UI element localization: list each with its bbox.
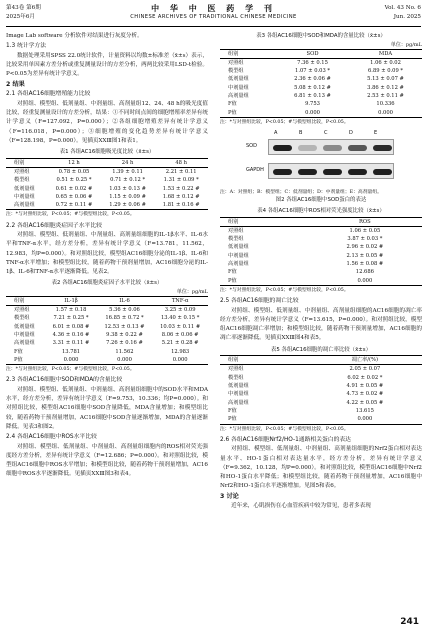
table-1-caption: 表1 各组AC16细胞吸光度比较（x̄±s） bbox=[59, 149, 155, 156]
table-cell: 1.53 ± 0.22 # bbox=[162, 185, 200, 192]
table-cell: 中剂量组 bbox=[228, 252, 249, 259]
table-row bbox=[6, 193, 208, 201]
blot-row-label-gapdh: GAPDH bbox=[246, 167, 264, 174]
table-cell: 3.86 ± 0.12 # bbox=[367, 84, 404, 91]
table-cell: 3.31 ± 0.11 # bbox=[52, 340, 90, 347]
table-cell: 高剂量组 bbox=[14, 202, 35, 209]
table-cell: 0.78 ± 0.05 bbox=[58, 168, 90, 175]
table-2-header: 组别 bbox=[14, 297, 25, 304]
table-row bbox=[6, 331, 208, 339]
section-2-4-paragraph: 对照组、模型组、低剂量组、中剂量组、高剂量组细胞内的ROS相对荧光强度经方差分析，差异有统计学意义（F=12.686；P=0.000）。和对照组比较，模型组AC16细胞中ROS水平增加；和模型组比较，随着药物干预剂量增加，AC16细胞中ROS水平逐渐降低。见插页ⅩⅩⅢ图3和表4。 bbox=[6, 443, 208, 478]
volume-issue-en: Vol. 43 No. 6 bbox=[384, 5, 421, 11]
table-cell: 0.000 bbox=[378, 109, 393, 116]
gapdh-band bbox=[373, 169, 392, 175]
table-cell: 7.36 ± 0.15 bbox=[297, 59, 328, 66]
table-5-header: 凋亡率/(%) bbox=[351, 357, 379, 364]
table-cell: 10.336 bbox=[376, 101, 395, 108]
section-1-3-heading: 1.3 统计学方法 bbox=[6, 43, 47, 50]
table-cell: 对照组 bbox=[14, 307, 30, 314]
table-row bbox=[6, 339, 208, 347]
table-row bbox=[220, 374, 422, 382]
table-cell: 1.39 ± 0.11 bbox=[112, 168, 143, 175]
table-row bbox=[220, 67, 422, 75]
table-row bbox=[6, 356, 208, 365]
table-cell: 0.61 ± 0.02 # bbox=[55, 185, 93, 192]
section-2-2-heading: 2.2 各组AC16细胞炎症因子水平比较 bbox=[6, 222, 102, 229]
sod-band bbox=[348, 145, 367, 151]
sod-band bbox=[323, 145, 342, 151]
table-cell: 中剂量组 bbox=[14, 331, 35, 338]
table-row bbox=[6, 201, 208, 210]
table-cell: 0.000 bbox=[172, 356, 188, 363]
journal-title-cn: 中 华 中 医 药 学 刊 bbox=[151, 3, 276, 13]
table-row bbox=[220, 100, 422, 108]
section-2-6-paragraph: 对照组、模型组、低剂量组、中剂量组、高剂量组细胞的Nrf2蛋白相对表达量水平、HO-1蛋白相对表达量水平，经方差分析，差异有统计学意义（F=9.362，10.128，均P=0.000）。和对照组比较，模型组AC16细胞中Nrf2和HO-1蛋白水平降低；和模型组比较，随着药物干预剂量增加，AC16细胞中Nrf2和HO-1蛋白水平逐渐增加。见图5和表6。 bbox=[220, 446, 422, 490]
table-cell: F值 bbox=[228, 269, 237, 276]
table-5-note: 注：*与对照组比较，P<0.05；#与模型组比较，P<0.05。 bbox=[220, 426, 349, 432]
table-cell: 6.02 ± 0.02 * bbox=[347, 374, 383, 381]
table-cell: 9.753 bbox=[305, 101, 320, 108]
section-2-5-heading: 2.5 各组AC16细胞的凋亡比较 bbox=[220, 298, 299, 305]
table-cell: 1.57 ± 0.18 bbox=[55, 307, 87, 314]
table-4-header: 组别 bbox=[228, 218, 239, 225]
table-1 bbox=[6, 158, 208, 211]
table-row bbox=[6, 306, 208, 315]
section-2-1-heading: 2.1 各组AC16细胞增殖能力比较 bbox=[6, 91, 91, 98]
table-5-header: 组别 bbox=[228, 357, 239, 364]
table-cell: 低剂量组 bbox=[228, 244, 249, 251]
table-cell: 2.21 ± 0.11 bbox=[165, 168, 197, 175]
table-1-header: 24 h bbox=[121, 159, 134, 166]
figure-2-caption: 图2 各组AC16细胞中SOD蛋白的表达 bbox=[275, 197, 367, 204]
table-cell: 5.21 ± 0.28 # bbox=[161, 340, 199, 347]
header-right bbox=[385, 4, 421, 22]
table-4-header: ROS bbox=[359, 218, 371, 225]
table-row bbox=[6, 185, 208, 193]
table-cell: F值 bbox=[228, 407, 237, 414]
table-2-header: TNF-α bbox=[171, 297, 189, 304]
table-cell: 1.07 ± 0.03 * bbox=[295, 68, 331, 75]
section-2-2-paragraph: 对照组、模型组、低剂量组、中剂量组、高剂量组细胞的IL-1β水平、IL-6水平和TNF-α水平，经方差分析，差异有统计学意义（F=13.781，11.562，12.983，均P=0.000）。和对照组比较，模型组AC16细胞分泌的IL-1β、IL-6和TNF-α水平增加；和模型组比较，随着药物干预剂量增加，AC16细胞分泌的IL-1β、IL-6和TNF-α水平逐渐降低。见表2。 bbox=[6, 232, 208, 275]
date-en: Jun. 2025 bbox=[393, 14, 421, 20]
table-1-header: 48 h bbox=[175, 159, 187, 166]
table-cell: P值 bbox=[228, 277, 237, 284]
table-cell: 2.53 ± 0.11 # bbox=[367, 93, 404, 100]
table-cell: 5.13 ± 0.07 # bbox=[367, 76, 404, 83]
table-cell: 1.56 ± 0.08 # bbox=[346, 261, 384, 268]
table-4 bbox=[220, 217, 422, 286]
table-row bbox=[6, 167, 208, 176]
section-2-5-paragraph: 对照组、模型组、低剂量组、中剂量组、高剂量组细胞的AC16细胞的凋亡率经方差分析，差异有统计学意义（F=13.615，P=0.000）。和对照组比较，模型组AC16细胞凋亡率增加；和模型组比较，随着药物干预剂量增加，AC16细胞的凋亡率逐渐降低。见插页ⅩⅩⅢ图4和表5。 bbox=[220, 307, 422, 342]
date-cn: 2025年6月 bbox=[6, 14, 35, 20]
volume-issue-cn: 第43卷 第6期 bbox=[6, 5, 41, 11]
table-cell: 6.81 ± 0.13 # bbox=[294, 93, 331, 100]
section-2-1-paragraph: 对照组、模型组、低剂量组、中剂量组、高剂量组12、24、48 h的吸光度值比较，经重复测量设计的方差分析，结果：①不同时间点间的细胞增殖率差异有统计学意义（F=127.092，P=0.000）；②各组细胞增殖差异有统计学意义（F=116.018，P=0.000）；③细胞增殖的变化趋势差异有统计学意义（F=128.198，P=0.000）。见插页ⅩⅩⅢ图1和表1。 bbox=[6, 101, 208, 144]
table-row bbox=[220, 235, 422, 243]
figure-2-note: 注：A：对照组；B：模型组；C：低剂量组；D：中剂量组；E：高剂量组。 bbox=[220, 190, 382, 196]
table-5 bbox=[220, 355, 422, 424]
table-row bbox=[220, 268, 422, 276]
discussion-paragraph: 近年来，心肌损伤在心血管疾病中较为常见，患者多表现 bbox=[231, 503, 371, 510]
table-cell: 10.03 ± 0.11 # bbox=[160, 323, 201, 330]
section-2-3-paragraph: 对照组、模型组、低剂量组、中剂量组、高剂量组细胞中的SOD水平和MDA水平，经方差分析，差异有统计学意义（F=9.753，10.336；均P=0.000）。和对照组比较，模型组AC16细胞中SOD含量降低，MDA含量增加；和模型组比较，随着药物干预剂量增加，AC16细胞中SOD含量逐渐增加，MDA的含量逐渐降低。见表3和图2。 bbox=[6, 386, 208, 430]
table-cell: 对照组 bbox=[14, 168, 30, 175]
table-row bbox=[220, 407, 422, 415]
table-cell: 13.40 ± 0.15 * bbox=[161, 315, 200, 322]
table-cell: F值 bbox=[228, 101, 237, 108]
table-2 bbox=[6, 296, 208, 365]
table-cell: 11.562 bbox=[115, 348, 134, 355]
table-cell: 模型组 bbox=[14, 315, 30, 322]
table-cell: 2.05 ± 0.07 bbox=[349, 366, 381, 373]
table-4-caption: 表4 各组AC16细胞中ROS相对荧光强度比较（x̄±s） bbox=[257, 207, 385, 214]
lane-label: B bbox=[299, 130, 303, 137]
table-3-note: 注：*与对照组比较，P<0.05；#与模型组比较，P<0.05。 bbox=[220, 119, 349, 125]
table-4-note: 注：*与对照组比较，P<0.05；#与模型组比较，P<0.05。 bbox=[220, 287, 349, 293]
table-2-unit: 单位：pg/mL bbox=[176, 288, 208, 295]
lane-label: E bbox=[374, 130, 378, 137]
table-cell: 0.000 bbox=[117, 356, 132, 363]
western-blot-figure bbox=[246, 129, 396, 187]
table-cell: 0.65 ± 0.06 # bbox=[55, 193, 93, 200]
table-3-caption: 表3 各组AC16细胞中SOD和MDA的含量比较（x̄±s） bbox=[256, 33, 386, 39]
section-2-4-heading: 2.4 各组AC16细胞中ROS水平比较 bbox=[6, 433, 97, 440]
table-cell: 低剂量组 bbox=[228, 76, 249, 83]
table-cell: F值 bbox=[14, 348, 23, 355]
table-row bbox=[220, 84, 422, 92]
table-cell: P值 bbox=[14, 356, 23, 363]
right-column bbox=[220, 32, 422, 513]
table-3-unit: 单位：pg/mL bbox=[390, 41, 422, 48]
section-1-3-paragraph: 数据处理采用SPSS 22.0统计软件，计量资料以均数±标准差（x̄±s）表示，比较采用单因素方差分析或重复测量设计的方差分析，两两比较采用LSD-t检验。P<0.05为差异有统计学意义。 bbox=[6, 52, 208, 78]
table-cell: 中剂量组 bbox=[228, 391, 249, 398]
table-cell: 模型组 bbox=[228, 68, 244, 75]
table-cell: 9.38 ± 0.22 # bbox=[106, 331, 143, 338]
table-3 bbox=[220, 49, 422, 118]
table-cell: 1.06 ± 0.05 bbox=[349, 227, 381, 234]
table-row bbox=[220, 252, 422, 260]
table-cell: P值 bbox=[228, 416, 237, 423]
running-header bbox=[6, 3, 421, 27]
table-cell: 1.03 ± 0.13 # bbox=[109, 185, 146, 192]
left-column bbox=[6, 32, 208, 480]
table-cell: 1.81 ± 0.16 # bbox=[162, 202, 200, 209]
table-row bbox=[220, 109, 422, 118]
gapdh-band bbox=[298, 169, 317, 175]
table-cell: 12.53 ± 0.13 # bbox=[104, 323, 145, 330]
table-cell: 0.000 bbox=[63, 356, 79, 363]
journal-title-en: CHINESE ARCHIVES OF TRADITIONAL CHINESE MEDICINE bbox=[130, 14, 297, 20]
table-cell: 高剂量组 bbox=[14, 340, 35, 347]
blot-row-label-sod: SOD bbox=[246, 143, 257, 150]
table-cell: 低剂量组 bbox=[228, 383, 249, 390]
table-1-header: 12 h bbox=[68, 159, 80, 166]
table-cell: 12.686 bbox=[355, 269, 374, 276]
table-cell: 2.96 ± 0.02 # bbox=[346, 244, 384, 251]
blot-strip-gapdh bbox=[268, 163, 394, 179]
table-cell: 中剂量组 bbox=[14, 193, 35, 200]
table-cell: 6.89 ± 0.09 * bbox=[368, 68, 403, 75]
table-row bbox=[220, 382, 422, 390]
table-cell: 4.91 ± 0.05 # bbox=[346, 383, 384, 390]
table-row bbox=[220, 415, 422, 424]
table-cell: 13.615 bbox=[355, 407, 374, 414]
table-cell: 7.26 ± 0.16 # bbox=[106, 340, 143, 347]
table-row bbox=[220, 399, 422, 407]
discussion-heading: 3 讨论 bbox=[220, 493, 239, 501]
table-3-header: 组别 bbox=[228, 50, 239, 57]
table-5-caption: 表5 各组AC16细胞的凋亡率比较（x̄±s） bbox=[271, 346, 371, 353]
section-2-3-heading: 2.3 各组AC16细胞中SOD和MDA的含量比较 bbox=[6, 377, 123, 384]
table-cell: 模型组 bbox=[228, 374, 244, 381]
table-row bbox=[220, 390, 422, 398]
results-heading: 2 结果 bbox=[6, 81, 25, 89]
table-cell: 0.000 bbox=[357, 277, 373, 284]
table-cell: 中剂量组 bbox=[228, 84, 249, 91]
table-row bbox=[220, 243, 422, 251]
gapdh-band bbox=[273, 169, 292, 175]
table-cell: 0.000 bbox=[357, 416, 373, 423]
table-row bbox=[6, 323, 208, 331]
table-cell: 0.71 ± 0.12 * bbox=[110, 177, 146, 184]
table-row bbox=[220, 277, 422, 286]
table-cell: 7.21 ± 0.25 * bbox=[53, 315, 89, 322]
table-2-header: IL-1β bbox=[64, 297, 78, 304]
table-cell: 2.13 ± 0.05 # bbox=[346, 252, 384, 259]
table-cell: 模型组 bbox=[14, 177, 30, 184]
table-cell: P值 bbox=[228, 109, 237, 116]
table-row bbox=[6, 176, 208, 184]
sod-band bbox=[373, 145, 392, 151]
table-3-header: MDA bbox=[378, 50, 393, 57]
table-cell: 高剂量组 bbox=[228, 93, 249, 100]
table-cell: 对照组 bbox=[228, 366, 244, 373]
section-2-6-heading: 2.6 各组AC16细胞Nrf2/HO-1通路相关蛋白的表达 bbox=[220, 436, 351, 443]
table-cell: 4.73 ± 0.02 # bbox=[346, 391, 384, 398]
table-cell: 4.36 ± 0.16 # bbox=[52, 331, 90, 338]
intro-paragraph: Image Lab software 分析软件对结果进行灰度分析。 bbox=[6, 33, 143, 39]
table-cell: 低剂量组 bbox=[14, 323, 35, 330]
table-row bbox=[6, 348, 208, 356]
table-cell: 对照组 bbox=[228, 59, 244, 66]
table-cell: 4.22 ± 0.05 # bbox=[346, 399, 384, 406]
table-row bbox=[6, 314, 208, 322]
table-row bbox=[220, 75, 422, 83]
table-cell: 1.15 ± 0.09 # bbox=[109, 193, 146, 200]
sod-band bbox=[273, 145, 292, 151]
blot-strip-sod bbox=[268, 139, 394, 155]
table-cell: 3.87 ± 0.03 * bbox=[347, 236, 383, 243]
table-cell: 模型组 bbox=[228, 236, 244, 243]
page-number: 241 bbox=[400, 617, 419, 627]
table-cell: 8.06 ± 0.06 # bbox=[161, 331, 199, 338]
table-2-header: IL-6 bbox=[119, 297, 130, 304]
lane-label: C bbox=[324, 130, 328, 137]
table-cell: 16.85 ± 0.72 * bbox=[105, 315, 144, 322]
table-cell: 5.08 ± 0.12 # bbox=[294, 84, 331, 91]
table-row bbox=[220, 260, 422, 268]
table-cell: 1.31 ± 0.09 * bbox=[163, 177, 199, 184]
table-row bbox=[220, 226, 422, 235]
table-row bbox=[220, 365, 422, 374]
table-cell: 12.983 bbox=[171, 348, 190, 355]
table-cell: 低剂量组 bbox=[14, 185, 35, 192]
table-cell: 13.781 bbox=[61, 348, 81, 355]
table-row bbox=[220, 58, 422, 67]
table-cell: 高剂量组 bbox=[228, 261, 249, 268]
table-cell: 0.72 ± 0.11 # bbox=[55, 202, 93, 209]
table-cell: 1.06 ± 0.02 bbox=[370, 59, 401, 66]
table-1-header: 组别 bbox=[14, 159, 25, 166]
lane-label: D bbox=[349, 130, 353, 137]
gapdh-band bbox=[348, 169, 367, 175]
table-row bbox=[220, 92, 422, 100]
table-cell: 对照组 bbox=[228, 227, 244, 234]
table-cell: 0.51 ± 0.25 * bbox=[56, 177, 92, 184]
table-cell: 5.36 ± 0.06 bbox=[109, 307, 140, 314]
gapdh-band bbox=[323, 169, 342, 175]
table-cell: 1.29 ± 0.06 # bbox=[109, 202, 146, 209]
table-cell: 6.01 ± 0.08 # bbox=[52, 323, 90, 330]
sod-band bbox=[298, 145, 317, 151]
table-1-note: 注：*与对照组比较，P<0.05；#与模型组比较，P<0.05。 bbox=[6, 212, 135, 218]
table-cell: 1.68 ± 0.12 # bbox=[162, 193, 200, 200]
table-3-header: SOD bbox=[306, 50, 319, 57]
table-cell: 2.36 ± 0.06 # bbox=[294, 76, 331, 83]
table-2-note: 注：*与对照组比较，P<0.05；#与模型组比较，P<0.05。 bbox=[6, 367, 135, 373]
lane-label: A bbox=[274, 130, 278, 137]
table-cell: 高剂量组 bbox=[228, 399, 249, 406]
table-cell: 3.25 ± 0.09 bbox=[164, 307, 196, 314]
table-2-caption: 表2 各组AC16细胞炎症因子水平比较（x̄±s） bbox=[51, 280, 163, 287]
table-cell: 0.000 bbox=[305, 109, 320, 116]
